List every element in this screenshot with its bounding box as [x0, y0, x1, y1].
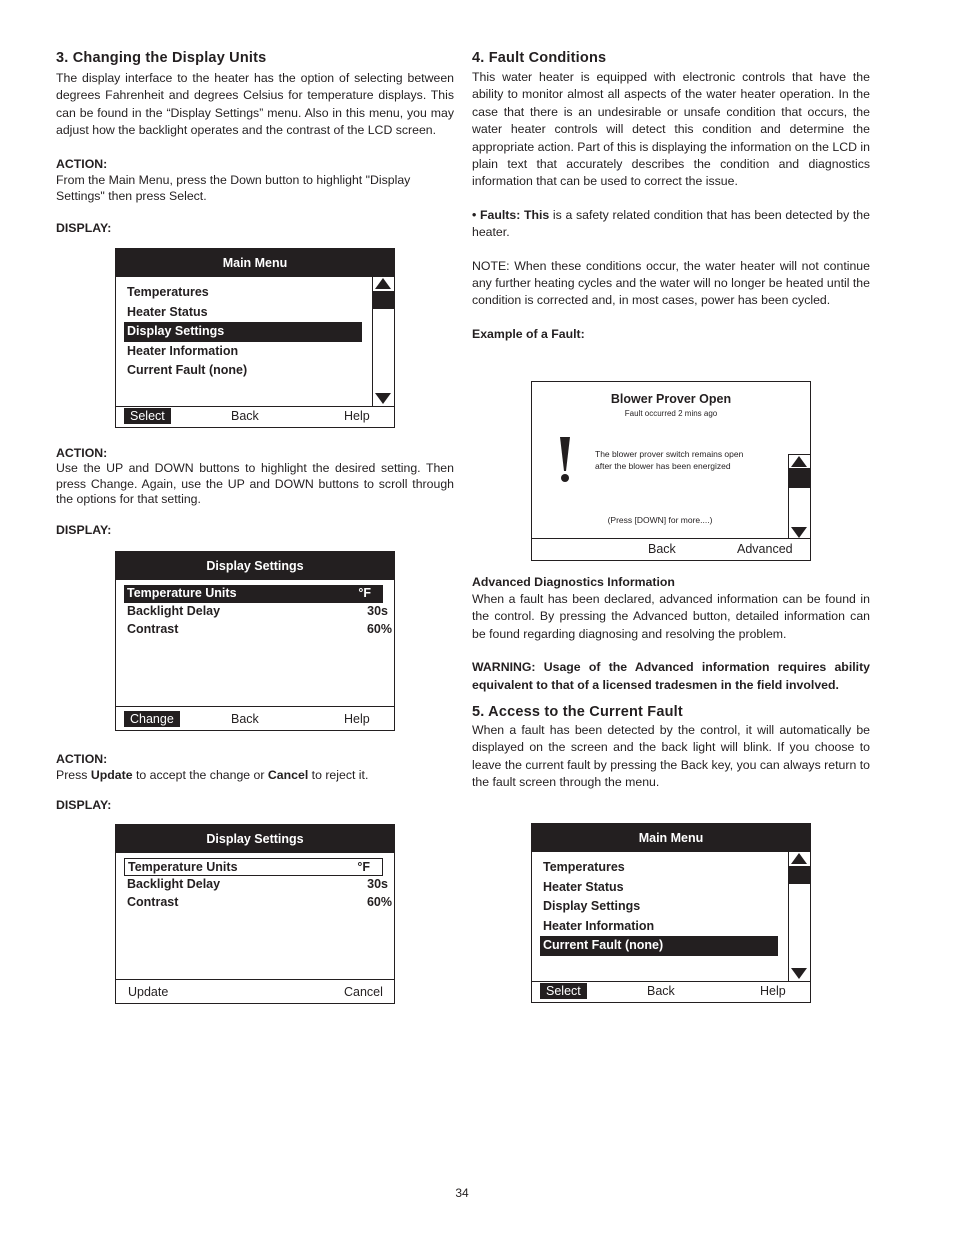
scrollbar[interactable]	[372, 276, 394, 406]
menu-item-current-fault[interactable]: Current Fault (none)	[540, 936, 778, 956]
section-5-body: When a fault has been detected by the control, it will automatically be displayed on the screen and the back light will blink. If you choose to leave the current fault by pressing the Back key, you can always return to the fault screen through the menu.	[472, 723, 870, 790]
lcd-main-menu-1	[115, 248, 395, 428]
faults-paragraph: • Faults: This is a safety related condition that has been detected by the heater.	[472, 207, 870, 240]
fault-more-hint: (Press [DOWN] for more....)	[607, 515, 713, 525]
fault-subtitle: Fault occurred 2 mins ago	[624, 409, 718, 418]
scroll-down-arrow-icon[interactable]	[791, 968, 807, 979]
scroll-up-arrow-icon[interactable]	[375, 278, 391, 289]
setting-value: 60%	[366, 622, 392, 636]
cancel-button[interactable]: Cancel	[344, 985, 383, 999]
right-column-mid	[472, 574, 870, 792]
lcd-fault-example	[531, 381, 811, 561]
display-3-label: DISPLAY:	[56, 798, 112, 812]
scroll-thumb[interactable]	[789, 866, 810, 884]
fault-message: The blower prover switch remains open after the blower has been energized	[595, 449, 744, 471]
menu-item-current-fault[interactable]: Current Fault (none)	[127, 363, 248, 378]
fault-title: Blower Prover Open	[610, 392, 732, 406]
note-paragraph: NOTE: When these conditions occur, the water heater will not continue any further heating cycles and the water will no longer be heated until the condition is corrected and, in most cases, power has been cycled.	[472, 258, 870, 308]
setting-label: Temperature Units	[127, 586, 237, 600]
setting-backlight-delay[interactable]	[124, 603, 392, 621]
lcd-title: Main Menu	[116, 249, 394, 277]
action-2-body: Use the UP and DOWN buttons to highlight the desired setting. Then press Change. Again, use the UP and DOWN buttons to scroll through the options for that setting.	[56, 461, 454, 506]
select-button[interactable]: Select	[124, 408, 171, 424]
setting-label: Backlight Delay	[127, 604, 221, 618]
help-button[interactable]: Help	[344, 712, 370, 726]
setting-contrast[interactable]	[124, 621, 392, 639]
right-column	[472, 50, 870, 342]
setting-value: °F	[358, 586, 371, 600]
scroll-down-arrow-icon[interactable]	[791, 527, 807, 538]
setting-label: Backlight Delay	[127, 877, 221, 891]
scroll-up-arrow-icon[interactable]	[791, 853, 807, 864]
back-button[interactable]: Back	[648, 542, 676, 556]
lcd-display-settings-1	[115, 551, 395, 731]
exclamation-icon	[559, 437, 571, 483]
menu-item-temperatures[interactable]: Temperatures	[127, 285, 209, 299]
menu-item-heater-status[interactable]: Heater Status	[543, 879, 624, 894]
advanced-diagnostics-heading: Advanced Diagnostics Information	[472, 575, 675, 589]
setting-backlight-delay[interactable]	[124, 876, 392, 894]
back-button[interactable]: Back	[231, 409, 259, 423]
section-3-body: The display interface to the heater has the option of selecting between degrees Fahrenheit and degrees Celsius for temperature displays. This can be found in the “Display Settings” menu. Also in this menu, you may adjust how the backlight operates and the contrast of the LCD screen.	[56, 71, 454, 138]
advanced-button[interactable]: Advanced	[737, 542, 793, 556]
scroll-thumb[interactable]	[789, 468, 810, 488]
back-button[interactable]: Back	[231, 712, 259, 726]
menu-item-display-settings[interactable]: Display Settings	[124, 322, 362, 342]
setting-value: °F	[357, 860, 370, 874]
back-button[interactable]: Back	[647, 984, 675, 998]
menu-item-display-settings[interactable]: Display Settings	[543, 899, 641, 914]
action-3-body: Press Update to accept the change or Cancel to reject it.	[56, 768, 369, 782]
help-button[interactable]: Help	[344, 409, 370, 423]
action-2-label: ACTION:	[56, 446, 108, 460]
scroll-up-arrow-icon[interactable]	[791, 456, 807, 467]
setting-value: 30s	[367, 877, 388, 891]
section-4-body: This water heater is equipped with electronic controls that have the ability to monitor almost all aspects of the water heater operation. In the case that there is an undesirable or unsafe condition that occurs, the water heater controls will detect this condition and determine the appropriate action. Part of this is displaying the information on the LCD in plain text that accurately describes the condition and diagnostics information that can be used to correct the issue.	[472, 70, 870, 189]
display-2-label: DISPLAY:	[56, 522, 112, 537]
lcd-title: Main Menu	[532, 824, 810, 852]
lcd-title: Display Settings	[116, 552, 394, 580]
help-button[interactable]: Help	[760, 984, 786, 998]
setting-value: 60%	[366, 895, 392, 909]
warning-paragraph: WARNING: Usage of the Advanced information requires ability equivalent to that of a licensed tradesmen in the field involved.	[472, 660, 870, 692]
setting-label: Temperature Units	[128, 860, 238, 874]
update-keyword: Update	[90, 768, 133, 782]
menu-item-temperatures[interactable]: Temperatures	[543, 860, 625, 874]
left-column	[56, 50, 454, 236]
page-number: 34	[455, 1186, 469, 1200]
lcd-title: Display Settings	[116, 825, 394, 853]
lcd-display-settings-2	[115, 824, 395, 1004]
example-fault-label: Example of a Fault:	[472, 326, 585, 341]
display-1-label: DISPLAY:	[56, 220, 112, 235]
menu-item-heater-information[interactable]: Heater Information	[127, 343, 239, 358]
scrollbar[interactable]	[788, 851, 810, 981]
action-3-label: ACTION:	[56, 752, 108, 766]
action-1-body: From the Main Menu, press the Down button to highlight "Display Settings" then press Select.	[56, 172, 411, 203]
lcd-main-menu-2	[531, 823, 811, 1003]
menu-item-heater-status[interactable]: Heater Status	[127, 304, 208, 319]
action-1-label: ACTION:	[56, 156, 108, 171]
setting-value: 30s	[367, 604, 388, 618]
setting-temperature-units[interactable]	[124, 858, 383, 876]
section-3-heading: 3. Changing the Display Units	[56, 50, 267, 66]
advanced-diagnostics-body: When a fault has been declared, advanced information can be found in the control. By pressing the Advanced button, detailed information can be found regarding diagnosing and resolving the problem.	[472, 592, 870, 641]
setting-contrast[interactable]	[124, 894, 392, 912]
setting-temperature-units[interactable]	[124, 585, 383, 603]
left-column-mid	[56, 445, 454, 538]
scroll-down-arrow-icon[interactable]	[375, 393, 391, 404]
left-column-low	[56, 751, 454, 813]
cancel-keyword: Cancel	[267, 768, 309, 782]
section-5-heading: 5. Access to the Current Fault	[472, 704, 683, 721]
scroll-thumb[interactable]	[373, 291, 394, 309]
update-button[interactable]: Update	[128, 985, 169, 999]
change-button[interactable]: Change	[124, 711, 180, 727]
section-4-heading: 4. Fault Conditions	[472, 50, 607, 66]
select-button[interactable]: Select	[540, 983, 587, 999]
scrollbar[interactable]	[788, 454, 810, 539]
setting-label: Contrast	[127, 622, 179, 636]
setting-label: Contrast	[127, 895, 179, 909]
menu-item-heater-information[interactable]: Heater Information	[543, 918, 655, 933]
